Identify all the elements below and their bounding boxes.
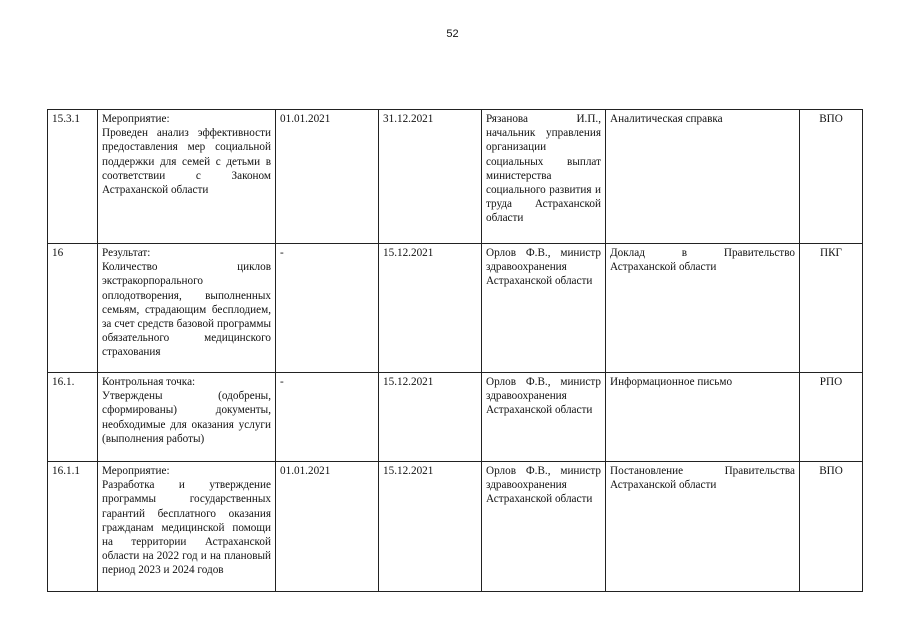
row-description [98, 373, 276, 462]
document-type: Постановление Правительства Астраханской области [606, 462, 800, 592]
end-date: 15.12.2021 [379, 244, 482, 373]
end-date: 15.12.2021 [379, 373, 482, 462]
row-description [98, 110, 276, 244]
level-code: РПО [800, 373, 863, 462]
document-type: Доклад в Правительство Астраханской области [606, 244, 800, 373]
row-type: Мероприятие: [102, 465, 170, 477]
table-row [48, 110, 863, 244]
table-row [48, 373, 863, 462]
level-code: ВПО [800, 110, 863, 244]
responsible: Орлов Ф.В., министр здравоохранения Астраханской области [482, 462, 606, 592]
level-code: ПКГ [800, 244, 863, 373]
row-description [98, 462, 276, 592]
row-number: 16 [48, 244, 98, 373]
row-text: Количество циклов экстракорпорального оплодотворения, выполненных семьям, страдающим бесплодием, за счет средств базовой программы обязательного медицинского страхования [102, 261, 271, 359]
row-number: 15.3.1 [48, 110, 98, 244]
responsible: Орлов Ф.В., министр здравоохранения Астраханской области [482, 244, 606, 373]
document-type: Информационное письмо [606, 373, 800, 462]
row-type: Мероприятие: [102, 113, 170, 125]
document-type: Аналитическая справка [606, 110, 800, 244]
start-date: - [276, 373, 379, 462]
plan-table [47, 109, 863, 592]
row-number: 16.1.1 [48, 462, 98, 592]
row-number: 16.1. [48, 373, 98, 462]
responsible: Орлов Ф.В., министр здравоохранения Астраханской области [482, 373, 606, 462]
start-date: 01.01.2021 [276, 462, 379, 592]
row-type: Результат: [102, 247, 151, 259]
start-date: - [276, 244, 379, 373]
row-type: Контрольная точка: [102, 376, 196, 388]
row-text: Разработка и утверждение программы государственных гарантий бесплатного оказания гражданам медицинской помощи на территории Астраханской области на 2022 год и на плановый период 2023 и 2024 годов [102, 479, 271, 577]
level-code: ВПО [800, 462, 863, 592]
table-row [48, 244, 863, 373]
row-description [98, 244, 276, 373]
row-text: Проведен анализ эффективности предоставления мер социальной поддержки для семей с детьми в соответствии с Законом Астраханской области [102, 127, 271, 197]
start-date: 01.01.2021 [276, 110, 379, 244]
end-date: 31.12.2021 [379, 110, 482, 244]
page-number: 52 [446, 28, 459, 40]
responsible: Рязанова И.П., начальник управления организации социальных выплат министерства социального развития и труда Астраханской области [482, 110, 606, 244]
row-text: Утверждены (одобрены, сформированы) документы, необходимые для оказания услуги (выполнения работы) [102, 390, 271, 445]
table-row [48, 462, 863, 592]
end-date: 15.12.2021 [379, 462, 482, 592]
